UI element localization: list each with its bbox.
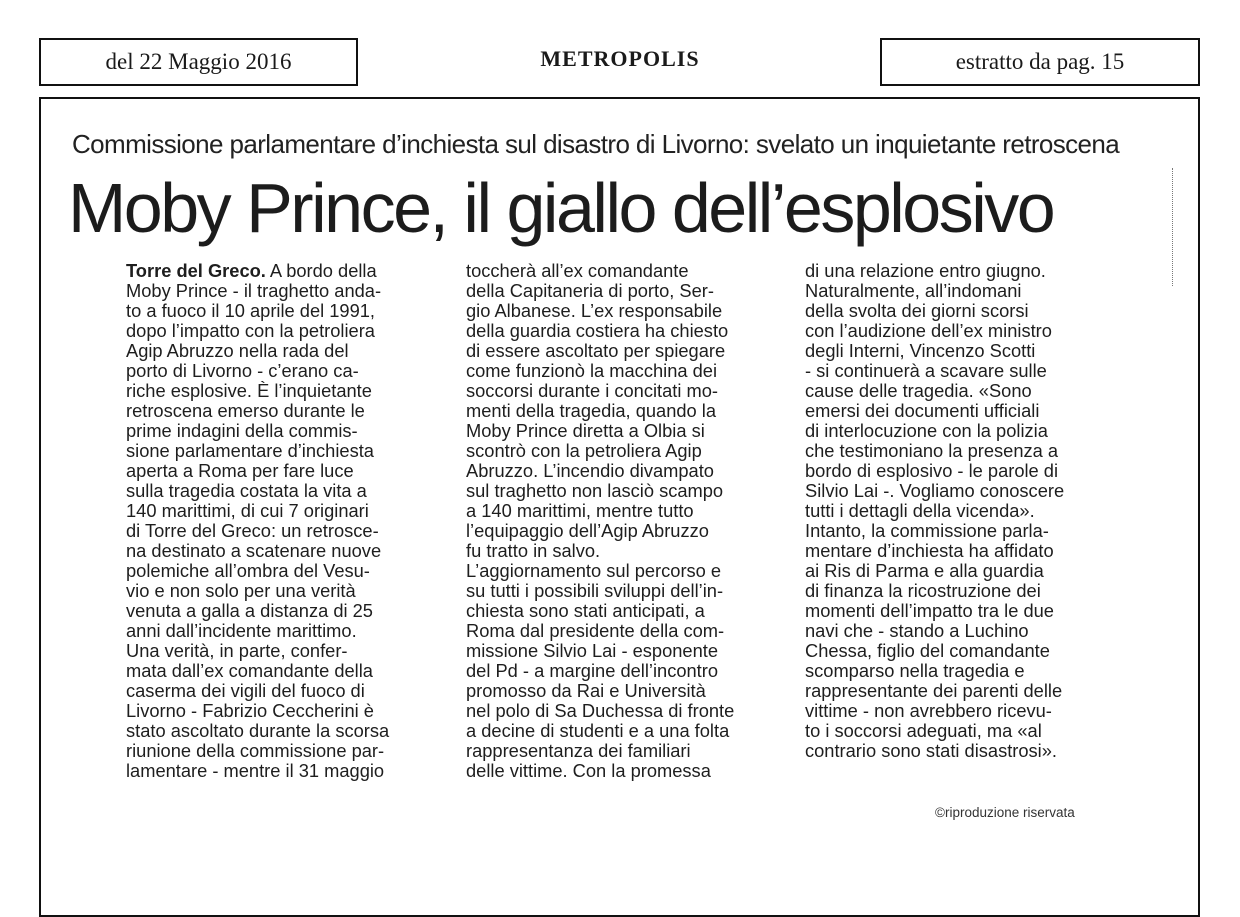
article-line: Moby Prince - il traghetto anda-	[126, 280, 382, 301]
newspaper-name: METROPOLIS	[540, 46, 700, 71]
article-line: della Capitaneria di porto, Ser-	[466, 280, 714, 301]
article-line: aperta a Roma per fare luce	[126, 460, 354, 481]
article-line: porto di Livorno - c’erano ca-	[126, 360, 359, 381]
article-line: anni dall’incidente marittimo.	[126, 620, 357, 641]
article-line: Chessa, figlio del comandante	[805, 640, 1050, 661]
article-line: degli Interni, Vincenzo Scotti	[805, 340, 1036, 361]
article-line: to i soccorsi adeguati, ma «al	[805, 720, 1042, 741]
article-line: vio e non solo per una verità	[126, 580, 356, 601]
article-line: che testimoniano la presenza a	[805, 440, 1059, 461]
article-line: caserma dei vigili del fuoco di	[126, 680, 365, 701]
article-line: polemiche all’ombra del Vesu-	[126, 560, 370, 581]
article-line: chiesta sono stati anticipati, a	[466, 600, 705, 621]
article-line: L’aggiornamento sul percorso e	[466, 560, 722, 581]
article-line: contrario sono stati disastrosi».	[805, 740, 1057, 761]
article-line: della svolta dei giorni scorsi	[805, 300, 1029, 321]
article-line: sul traghetto non lasciò scampo	[466, 480, 724, 501]
article-line: di interlocuzione con la polizia	[805, 420, 1048, 441]
article-column-1	[126, 261, 441, 781]
article-line: - si continuerà a scavare sulle	[805, 360, 1047, 381]
article-line: sione parlamentare d’inchiesta	[126, 440, 374, 461]
article-line: stato ascoltato durante la scorsa	[126, 720, 390, 741]
article-line: na destinato a scatenare nuove	[126, 540, 382, 561]
article-line: riunione della commissione par-	[126, 740, 385, 761]
article-line: nel polo di Sa Duchessa di fronte	[466, 700, 735, 721]
article-line: su tutti i possibili sviluppi dell’in-	[466, 580, 724, 601]
header-source	[880, 38, 1200, 86]
article-line: del Pd - a margine dell’incontro	[466, 660, 719, 681]
article-line: mata dall’ex comandante della	[126, 660, 373, 681]
header-source-text: estratto da pag. 15	[955, 49, 1125, 74]
article-line: Una verità, in parte, confer-	[126, 640, 348, 661]
article-line: della guardia costiera ha chiesto	[466, 320, 729, 341]
article-line: venuta a galla a distanza di 25	[126, 600, 373, 621]
article-line: Roma dal presidente della com-	[466, 620, 725, 641]
article-line: rappresentanza dei familiari	[466, 740, 691, 761]
article-line: l’equipaggio dell’Agip Abruzzo	[466, 520, 709, 541]
article-line: lamentare - mentre il 31 maggio	[126, 760, 385, 781]
article-line: momenti dell’impatto tra le due	[805, 600, 1054, 621]
copyright-credit: ©riproduzione riservata	[935, 805, 1075, 820]
article-line: a decine di studenti e a una folta	[466, 720, 730, 741]
article-line: vittime - non avrebbero ricevu-	[805, 700, 1052, 721]
article-line: Intanto, la commissione parla-	[805, 520, 1049, 541]
header-date-text: del 22 Maggio 2016	[105, 49, 292, 74]
article-line: come funzionò la macchina dei	[466, 360, 718, 381]
article-line: tutti i dettagli della vicenda».	[805, 500, 1035, 521]
article-column-3	[805, 261, 1125, 761]
article-line: di finanza la ricostruzione dei	[805, 580, 1041, 601]
article-line: con l’audizione dell’ex ministro	[805, 320, 1052, 341]
article-line: menti della tragedia, quando la	[466, 400, 717, 421]
article-line: toccherà all’ex comandante	[466, 260, 689, 281]
article-line: mentare d’inchiesta ha affidato	[805, 540, 1054, 561]
article-line: retroscena emerso durante le	[126, 400, 365, 421]
lead-place: Torre del Greco.	[126, 260, 266, 281]
article-line: a 140 marittimi, mentre tutto	[466, 500, 694, 521]
article-line: Abruzzo. L’incendio divampato	[466, 460, 714, 481]
article-headline: Moby Prince, il giallo dell’esplosivo	[68, 169, 1054, 247]
divider	[1172, 168, 1174, 286]
article-line: 140 marittimi, di cui 7 originari	[126, 500, 369, 521]
article-line: Naturalmente, all’indomani	[805, 280, 1022, 301]
article-line: navi che - stando a Luchino	[805, 620, 1029, 641]
article-line: Moby Prince diretta a Olbia si	[466, 420, 705, 441]
header-date	[39, 38, 358, 86]
article-line: ai Ris di Parma e alla guardia	[805, 560, 1044, 581]
article-line: fu tratto in salvo.	[466, 540, 601, 561]
article-line: Livorno - Fabrizio Ceccherini è	[126, 700, 374, 721]
article-line: emersi dei documenti ufficiali	[805, 400, 1040, 421]
article-line: to a fuoco il 10 aprile del 1991,	[126, 300, 376, 321]
article-line: Silvio Lai -. Vogliamo conoscere	[805, 480, 1065, 501]
article-line: scontrò con la petroliera Agip	[466, 440, 702, 461]
article-line: gio Albanese. L’ex responsabile	[466, 300, 723, 321]
article-line: delle vittime. Con la promessa	[466, 760, 711, 781]
article-line: riche esplosive. È l’inquietante	[126, 380, 372, 401]
article-column-2	[466, 261, 781, 781]
article-line-text: A bordo della	[265, 260, 377, 281]
article-line: di Torre del Greco: un retrosce-	[126, 520, 379, 541]
article-line: promosso da Rai e Università	[466, 680, 706, 701]
article-line: dopo l’impatto con la petroliera	[126, 320, 375, 341]
article-line: rappresentante dei parenti delle	[805, 680, 1063, 701]
article-line: soccorsi durante i concitati mo-	[466, 380, 718, 401]
article-line: di una relazione entro giugno.	[805, 260, 1046, 281]
article-line	[126, 261, 441, 281]
article-line: cause delle tragedia. «Sono	[805, 380, 1032, 401]
article-line: missione Silvio Lai - esponente	[466, 640, 719, 661]
article-line: Agip Abruzzo nella rada del	[126, 340, 349, 361]
article-kicker: Commissione parlamentare d’inchiesta sul disastro di Livorno: svelato un inquietante retroscena	[72, 129, 1120, 159]
article-line: bordo di esplosivo - le parole di	[805, 460, 1059, 481]
article-line: prime indagini della commis-	[126, 420, 358, 441]
article-line: di essere ascoltato per spiegare	[466, 340, 726, 361]
article-line: scomparso nella tragedia e	[805, 660, 1025, 681]
article-line: sulla tragedia costata la vita a	[126, 480, 367, 501]
